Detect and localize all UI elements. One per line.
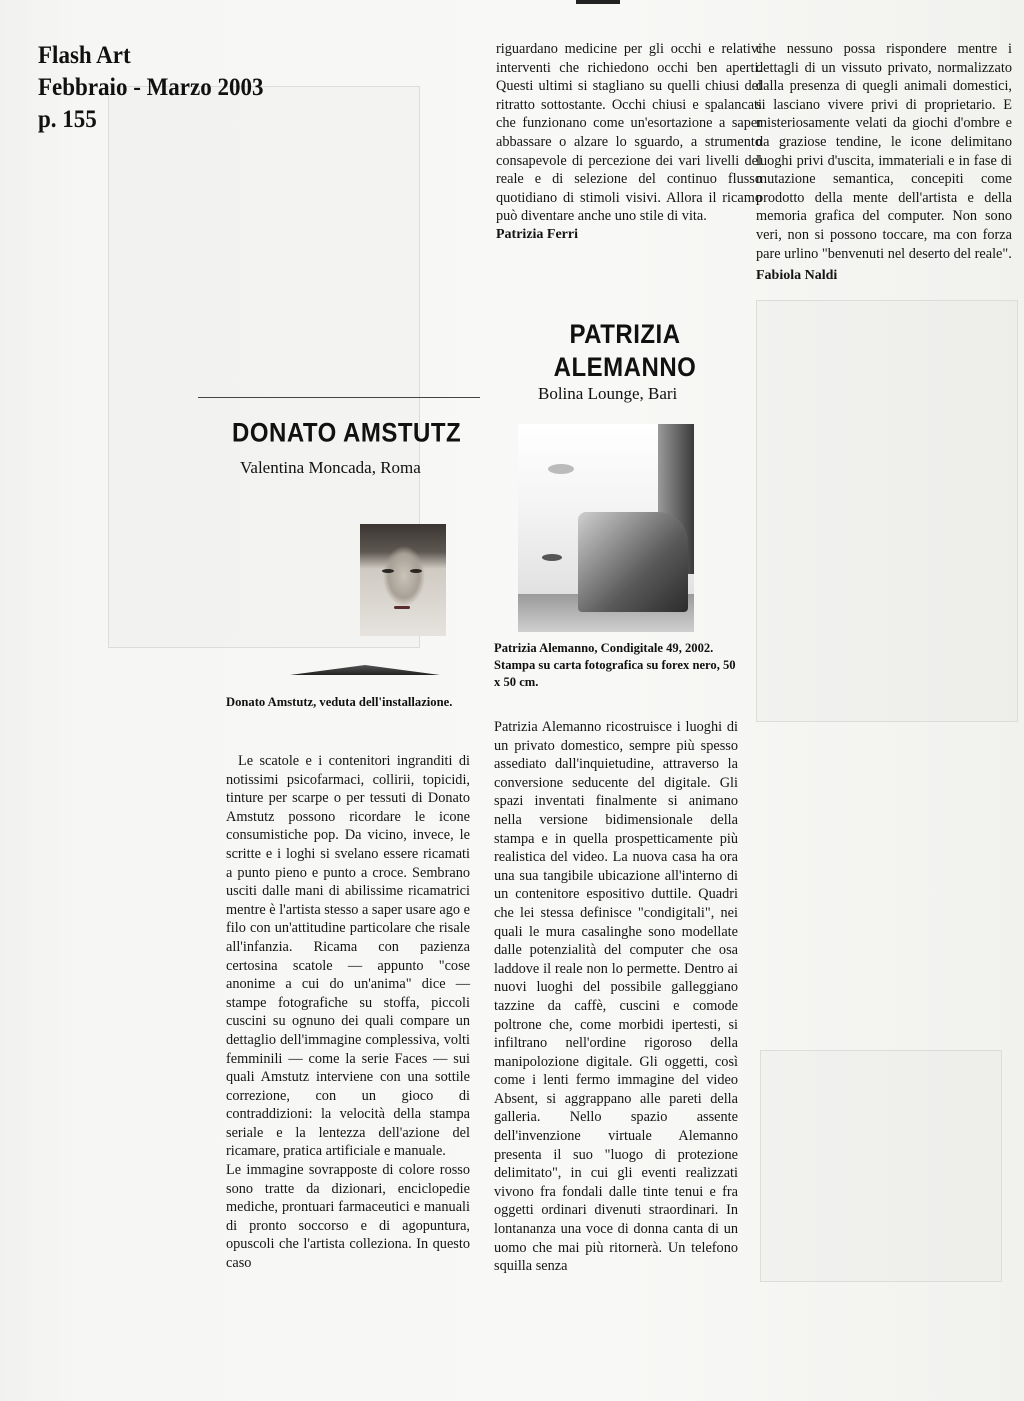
installation-base-shape xyxy=(290,665,440,675)
review-title-line: ALEMANNO xyxy=(553,353,697,383)
continuation-column-right xyxy=(756,40,1012,286)
section-divider xyxy=(198,397,480,398)
continuation-text: riguardano medicine per gli occhi e relativi interventi che richiedono occhi ben aperti. Questi ultimi si stagliano su quelli chiusi del ritratto sottostante. Occhi chiusi e spalancati che funzionano come un'esortazione a saper abbassare o alzare lo sguardo, a strumento consapevole di percezione dei vari livelli del reale e di selezione del continuo flusso quotidiano di stimoli visivi. Allora il ricamo può diventare anche uno stile di vita. xyxy=(496,41,762,225)
review-text: Patrizia Alemanno ricostruisce i luoghi di un privato domestico, sempre più spesso assediato dall'inquietudine, attraverso la conversione seducente del digitale. Gli spazi inventati finalmente si animano nella versione bidimensionale della stampa e in quella prospetticamente più realistica del video. La nuova casa ha ora una sua tangibile ubicazione all'interno di un contenitore espositivo duttile. Quadri che lei stessa definisce "condigitali", nei quali le mura casalinghe sono modellate dalle potenzialità del computer che osa laddove il reale non lo permette. Dentro ai nuovi luoghi del possibile galleggiano tazzine da caffè, cuscini e comode poltrone che, come morbidi ipertesti, si infiltrano nell'ordine rigoroso della manipolozione digitale. Gli oggetti, così come i lenti fermo immagine del video Absent, si aggrappano alle pareti della galleria. Nello spazio assente dell'invenzione virtuale Alemanno presenta il suo "luogo di protezione delimitato", in cui gli eventi realizzati vivono fra fondali dalle tinte tenui e fra oggetti ordinari divenuti straordinari. In lontananza una voce di donna canta di un uomo che mai più ritornerà. Un telefono squilla senza xyxy=(494,719,738,1275)
artwork-image-face xyxy=(360,524,446,636)
review-paragraph: Le scatole e i contenitori ingranditi di notissimi psicofarmaci, collirii, topicidi, tinture per scarpe o per tessuti di Donato Amstutz possono ricordare le icone consumistiche pop. Da vicino, invece, le scritte e i loghi si svelano essere ricamati a punto pieno e punto a croce. Sembrano usciti dalle mani di abilissime ricamatrici mentre è l'artista stesso a saper usare ago e filo con un'attitudine particolare che risale all'infanzia. Ricama con pazienza certosina scatole — appunto "cose anonime a cui do un'anima" dice — stampe fotografiche su stoffa, piccoli cuscini su ognuno dei quali compare un dettaglio dell'immagine complessiva, volti femminili — come la serie Faces — sui quali Amstutz interviene con una sottile correzione, con un gioco di contraddizioni: la velocità della stampa seriale e la lentezza dell'azione del ricamare, pratica artificiale e manuale. xyxy=(226,753,470,1160)
artwork-image-condigitale xyxy=(518,424,694,632)
continuation-column-middle xyxy=(496,40,762,245)
publication-name: Flash Art xyxy=(38,42,131,69)
issue-date: Febbraio - Marzo 2003 xyxy=(38,74,264,101)
bleed-through-area-right xyxy=(756,300,1018,722)
author-signature: Patrizia Ferri xyxy=(496,226,579,242)
review-title-line: PATRIZIA xyxy=(569,320,681,350)
review-title: DONATO AMSTUTZ xyxy=(232,418,462,449)
review-body xyxy=(494,718,738,1276)
image-caption: Patrizia Alemanno, Condigitale 49, 2002. Stampa su carta fotografica su forex nero, 50 x 50 cm. xyxy=(494,641,736,689)
image-caption: Donato Amstutz, veduta dell'installazione. xyxy=(226,695,453,709)
continuation-text: che nessuno possa rispondere mentre i dettagli di un vissuto privato, normalizzato dalla presenza di quegli animali domestici, si lasciano vivere privi di proprietario. E misteriosamente velati da giochi d'ombre e da graziose tendine, le icone delimitano luoghi privi d'uscita, immateriali e in fase di mutazione semantica, concepiti come prodotto della mente dell'artista e della memoria grafica del computer. Non sono veri, non si possono toccare, ma con forza pare urlino "benvenuti nel deserto del reale". xyxy=(756,41,1012,262)
author-signature: Fabiola Naldi xyxy=(756,268,838,284)
publication-header xyxy=(38,40,283,136)
bleed-through-area-lower-right xyxy=(760,1050,1002,1282)
review-body xyxy=(226,752,470,1273)
top-mark xyxy=(576,0,620,4)
review-paragraph: Le immagine sovrapposte di colore rosso sono tratte da dizionari, enciclopedie mediche, prontuari farmaceutici e manuali di pronto soccorso e di agopuntura, opuscoli che l'artista colleziona. In questo caso xyxy=(226,1162,470,1272)
review-venue: Bolina Lounge, Bari xyxy=(538,384,678,403)
review-title xyxy=(540,319,710,385)
review-venue: Valentina Moncada, Roma xyxy=(240,458,421,477)
page-number: p. 155 xyxy=(38,106,97,133)
